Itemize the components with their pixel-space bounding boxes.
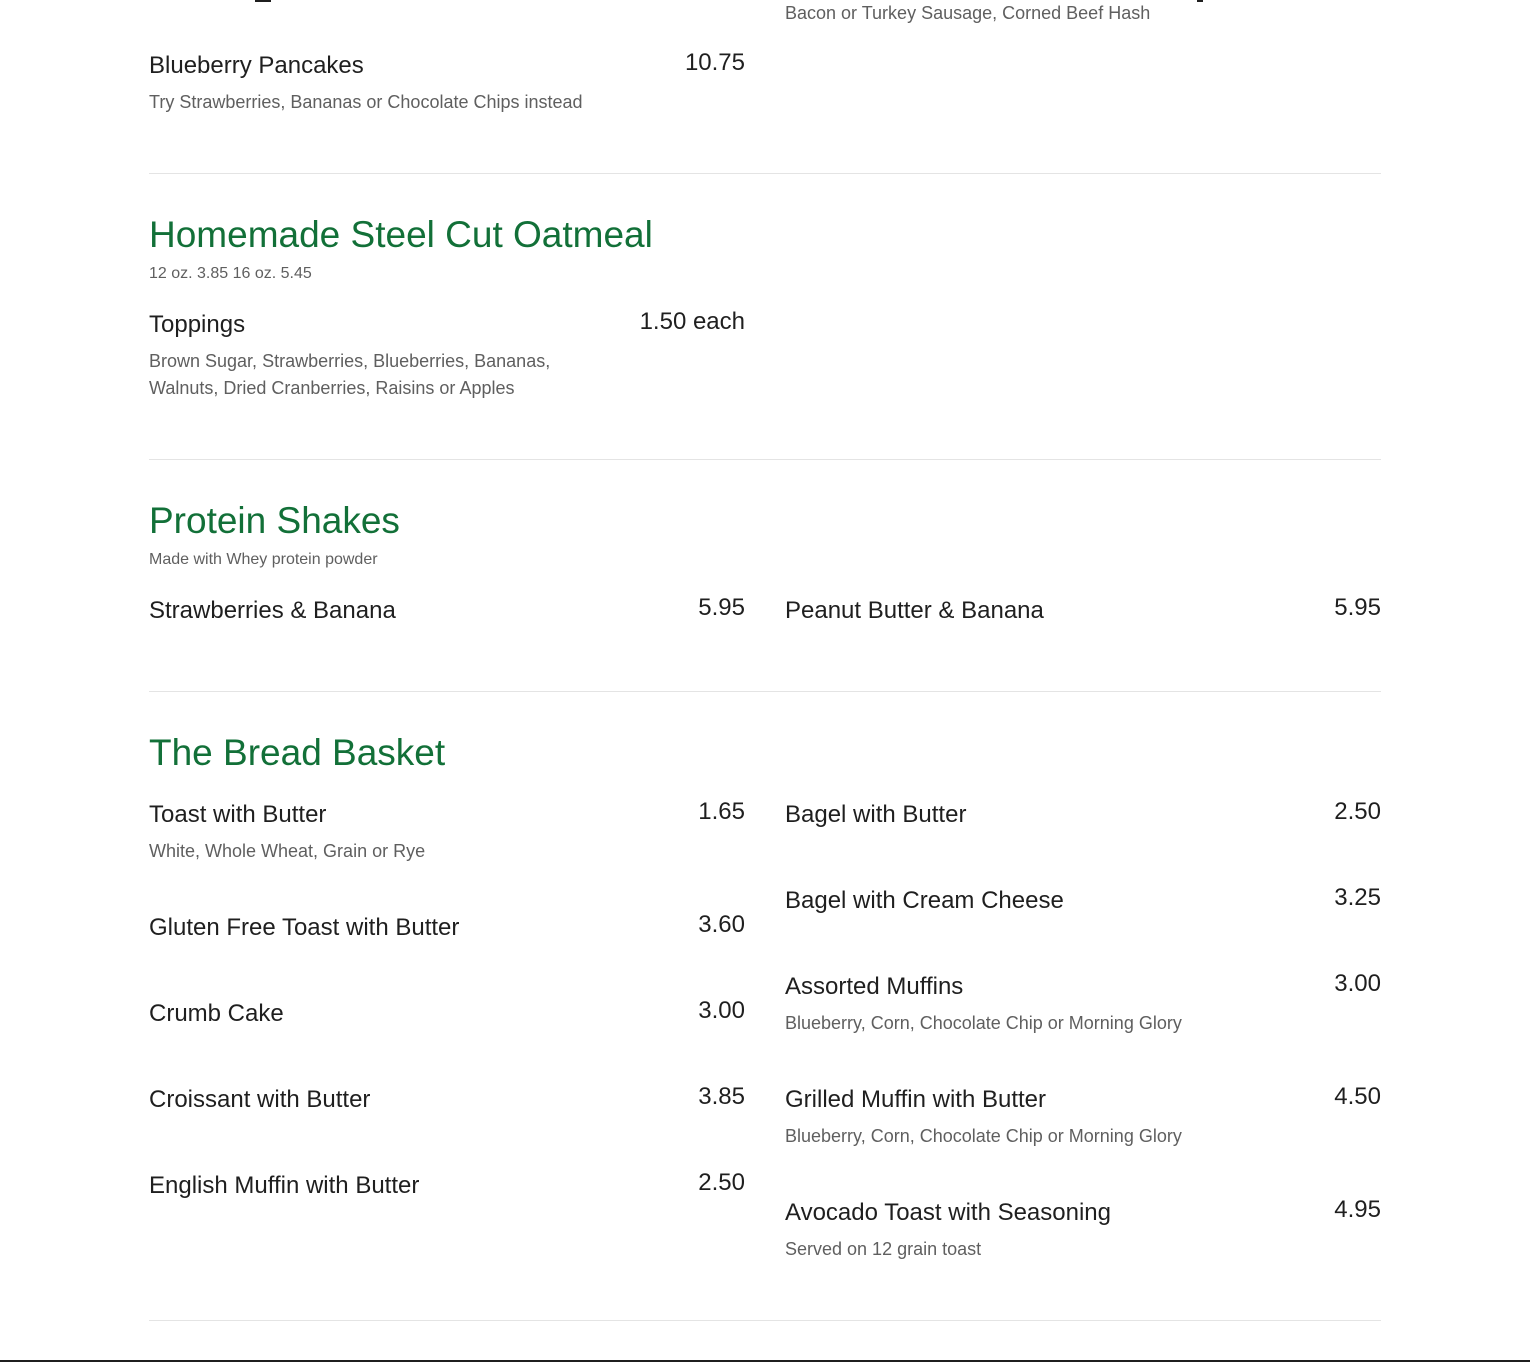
menu-item-name: Toast with Butter — [149, 801, 327, 828]
menu-item-price: 2.50 — [1334, 798, 1381, 825]
menu-item-price: 4.95 — [1334, 1196, 1381, 1223]
menu-item-name: Strawberries & Banana — [149, 597, 396, 624]
section-divider — [149, 459, 1381, 460]
section-note: 12 oz. 3.85 16 oz. 5.45 — [149, 265, 312, 282]
menu-item-description: Blueberry, Corn, Chocolate Chip or Morning Glory — [785, 1013, 1182, 1033]
menu-item-name: Bagel with Cream Cheese — [785, 887, 1064, 914]
cut-off-text-fragment — [255, 0, 271, 2]
menu-item-name: Grilled Muffin with Butter — [785, 1086, 1046, 1113]
menu-item-description: White, Whole Wheat, Grain or Rye — [149, 841, 426, 861]
menu-item-price: 5.95 — [698, 594, 745, 621]
menu-item-name: Bagel with Butter — [785, 801, 967, 828]
section-divider — [149, 1320, 1381, 1321]
menu-item-price: 3.60 — [698, 911, 745, 938]
menu-item-description: Bacon or Turkey Sausage, Corned Beef Hash — [785, 3, 1151, 23]
menu-item-name: Gluten Free Toast with Butter — [149, 914, 460, 941]
menu-item-description: Served on 12 grain toast — [785, 1239, 982, 1259]
menu-item-price: 3.25 — [1334, 884, 1381, 911]
menu-item-name: Avocado Toast with Seasoning — [785, 1199, 1112, 1226]
description-line: Brown Sugar, Strawberries, Blueberries, Bananas, — [149, 351, 551, 371]
menu-item-name: Peanut Butter & Banana — [785, 597, 1044, 624]
cut-off-text-fragment — [1197, 0, 1203, 2]
menu-item-name: Toppings — [149, 311, 246, 338]
menu-item-price: 3.00 — [698, 997, 745, 1024]
section-divider — [149, 173, 1381, 174]
menu-item-description: Blueberry, Corn, Chocolate Chip or Morning Glory — [785, 1126, 1182, 1146]
section-note: Made with Whey protein powder — [149, 551, 378, 568]
menu-item-price: 1.50 each — [639, 308, 745, 335]
menu-item-name: Crumb Cake — [149, 1000, 284, 1027]
menu-item-description: Try Strawberries, Bananas or Chocolate Chips instead — [149, 92, 583, 112]
section-title: The Bread Basket — [149, 732, 446, 773]
menu-item-price: 5.95 — [1334, 594, 1381, 621]
section-divider — [149, 691, 1381, 692]
section-title: Homemade Steel Cut Oatmeal — [149, 214, 653, 255]
section-title: Protein Shakes — [149, 500, 400, 541]
menu-item-price: 3.00 — [1334, 970, 1381, 997]
menu-item-price: 3.85 — [698, 1083, 745, 1110]
menu-item-name: English Muffin with Butter — [149, 1172, 420, 1199]
description-line: Walnuts, Dried Cranberries, Raisins or Apples — [149, 378, 515, 398]
menu-item-description — [149, 348, 619, 402]
menu-item-name: Assorted Muffins — [785, 973, 964, 1000]
menu-item-price: 10.75 — [684, 49, 745, 76]
menu-item-price: 4.50 — [1334, 1083, 1381, 1110]
menu-item-price: 1.65 — [698, 798, 745, 825]
menu-item-name: Blueberry Pancakes — [149, 52, 364, 79]
menu-item-name: Croissant with Butter — [149, 1086, 371, 1113]
menu-item-price: 2.50 — [698, 1169, 745, 1196]
menu-content — [149, 0, 1381, 1362]
